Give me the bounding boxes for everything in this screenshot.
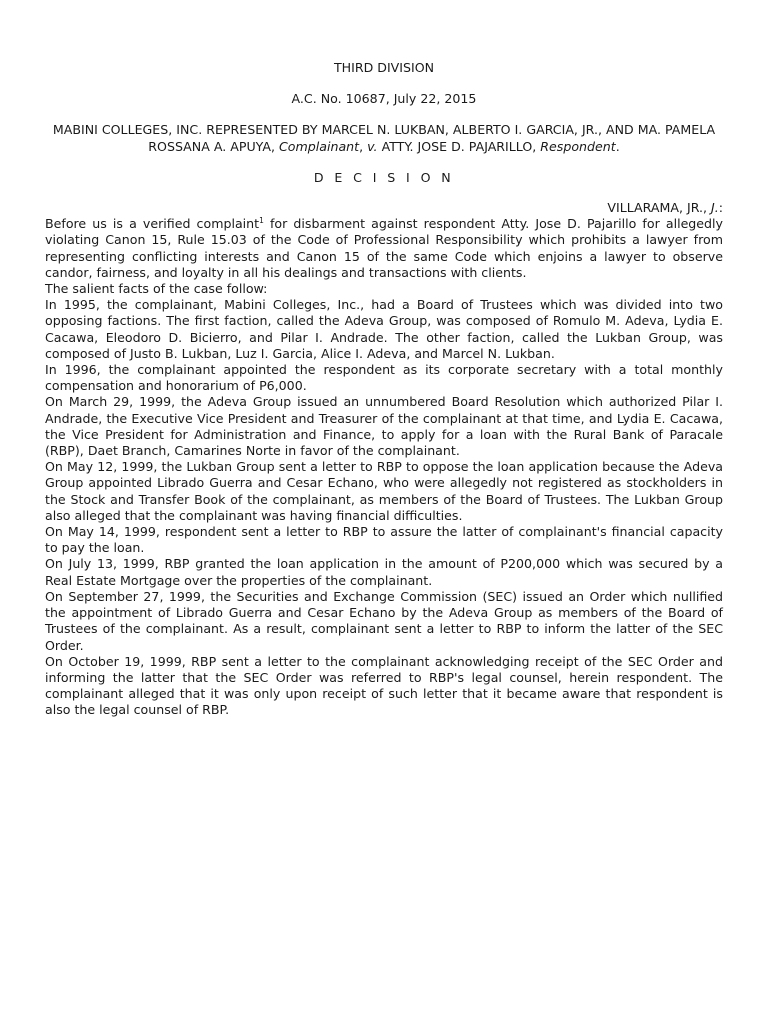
paragraph-4: In 1996, the complainant appointed the respondent as its corporate secretary with a total monthly compensation and honorarium of P6,000. [45,362,723,394]
paragraph-10: On October 19, 1999, RBP sent a letter to the complainant acknowledging receipt of the SEC Order and informing the latter that the SEC Order was referred to RBP's legal counsel, herein respondent. The complainant alleged that it was only upon receipt of such letter that it became aware that respondent is also the legal counsel of RBP. [45,653,723,718]
document-page [45,58,723,719]
paragraph-6: On May 12, 1999, the Lukban Group sent a letter to RBP to oppose the loan application because the Adeva Group appointed Librado Guerra and Cesar Echano, who were allegedly not registered as stockholders in the Stock and Transfer Book of the complainant, as members of the Board of Trustees. The Lukban Group also alleged that the complainant was having financial difficulties. [45,459,723,523]
paragraph-1-before: Before us is a verified complaint [45,216,260,232]
paragraph-1 [45,216,723,281]
division-heading: THIRD DIVISION [333,60,435,75]
respondent-label: Respondent [540,138,616,154]
case-number: A.C. No. 10687, July 22, 2015 [291,91,477,107]
paragraph-2: The salient facts of the case follow: [45,281,268,297]
paragraph-1-after: for disbarment against respondent Atty. Jose D. Pajarillo for allegedly violating Canon 15, Rule 15.03 of the Code of Professional Responsibility which prohibits a lawyer from representing conflicting interests and Canon 15 of the same Code which enjoins a lawyer to observe candor, fairness, and loyalty in all his dealings and transactions with clients. [45,216,724,280]
paragraph-9: On September 27, 1999, the Securities and Exchange Commission (SEC) issued an Order which nullified the appointment of Librado Guerra and Cesar Echano by the Adeva Group as members of the Board of Trustees of the complainant. As a result, complainant sent a letter to RBP to inform the latter of the SEC Order. [45,588,723,653]
case-parties [45,122,723,154]
ponente-name: VILLARAMA, JR., [607,200,712,216]
versus-label: v. [367,138,378,154]
ponente [45,200,723,216]
decision-title: D E C I S I O N [313,169,455,185]
ponente-title: J. [711,200,719,216]
paragraph-7: On May 14, 1999, respondent sent a letter to RBP to assure the latter of complainant's financial capacity to pay the loan. [45,524,723,556]
paragraph-5: On March 29, 1999, the Adeva Group issued an unnumbered Board Resolution which authorized Pilar I. Andrade, the Executive Vice President and Treasurer of the complainant at that time, and Lydia E. Cacawa, the Vice President for Administration and Finance, to apply for a loan with the Rural Bank of Paracale (RBP), Daet Branch, Camarines Norte in favor of the complainant. [45,394,723,459]
paragraph-3: In 1995, the complainant, Mabini Colleges, Inc., had a Board of Trustees which was divided into two opposing factions. The first faction, called the Adeva Group, was composed of Romulo M. Adeva, Lydia E. Cacawa, Eleodoro D. Bicierro, and Pilar I. Andrade. The other faction, called the Lukban Group, was composed of Justo B. Lukban, Luz I. Garcia, Alice I. Adeva, and Marcel N. Lukban. [45,297,723,361]
paragraph-8: On July 13, 1999, RBP granted the loan application in the amount of P200,000 which was secured by a Real Estate Mortgage over the properties of the complainant. [45,556,723,588]
parties-main: MABINI COLLEGES, INC. REPRESENTED BY MARCEL N. LUKBAN, ALBERTO I. GARCIA, JR., AND MA. PAMELA ROSSANA A. APUYA, [52,122,716,154]
parties-comma: , [359,138,368,154]
footnote-marker[interactable]: 1 [259,216,264,226]
complainant-label: Complainant [279,138,360,154]
respondent-name: ATTY. JOSE D. PAJARILLO, [377,138,541,154]
parties-period: . [615,138,620,154]
ponente-colon: : [718,200,723,216]
